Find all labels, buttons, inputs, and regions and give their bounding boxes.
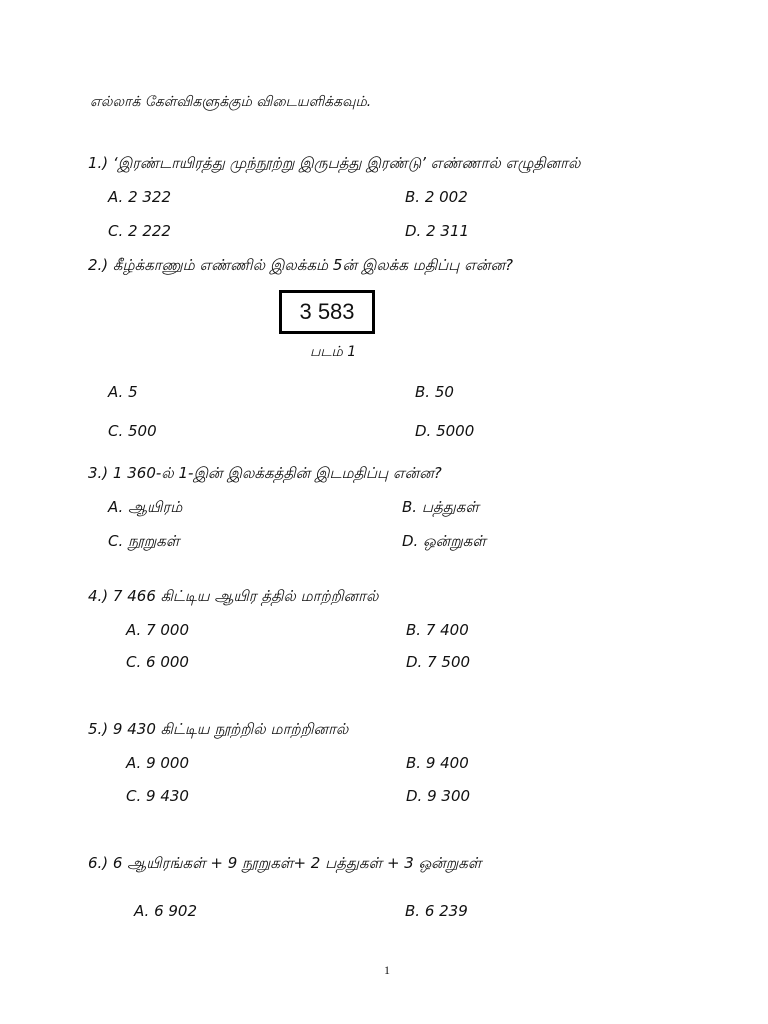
question-3-option-c[interactable]: C. நூறுகள்	[108, 532, 180, 550]
question-6-text: 6.) 6 ஆயிரங்கள் + 9 நூறுகள்+ 2 பத்துகள் + 3 ஒன்றுகள்	[88, 854, 482, 872]
question-5-option-a[interactable]: A. 9 000	[126, 754, 190, 772]
question-3-option-b[interactable]: B. பத்துகள்	[402, 498, 479, 516]
question-6-option-b[interactable]: B. 6 239	[405, 902, 468, 920]
question-4-option-c[interactable]: C. 6 000	[126, 653, 189, 671]
page-number: 1	[384, 963, 390, 977]
question-5-option-c[interactable]: C. 9 430	[126, 787, 189, 805]
figure-1-caption: படம் 1	[310, 344, 357, 360]
question-2-text: 2.) கீழ்க்காணும் எண்ணில் இலக்கம் 5ன் இலக்க மதிப்பு என்ன?	[88, 256, 513, 274]
question-4-text: 4.) 7 466 கிட்டிய ஆயிர த்தில் மாற்றினால்	[88, 587, 379, 605]
question-5-text: 5.) 9 430 கிட்டிய நூற்றில் மாற்றினால்	[88, 720, 349, 738]
question-1-option-b[interactable]: B. 2 002	[405, 188, 468, 206]
question-3-option-d[interactable]: D. ஒன்றுகள்	[402, 532, 486, 550]
question-3-option-a[interactable]: A. ஆயிரம்	[108, 498, 183, 516]
question-4-option-a[interactable]: A. 7 000	[126, 621, 190, 639]
figure-1-number-box: 3 583	[279, 290, 375, 334]
question-1-text: 1.) ‘இரண்டாயிரத்து முந்நூற்று இருபத்து இரண்டு’ எண்ணால் எழுதினால்	[88, 154, 581, 172]
question-1-option-d[interactable]: D. 2 311	[405, 222, 470, 240]
question-5-option-d[interactable]: D. 9 300	[406, 787, 471, 805]
question-2-option-a[interactable]: A. 5	[108, 383, 138, 401]
question-5-option-b[interactable]: B. 9 400	[406, 754, 469, 772]
question-2-option-d[interactable]: D. 5000	[415, 422, 475, 440]
instruction-text: எல்லாக் கேள்விகளுக்கும் விடையளிக்கவும்.	[90, 94, 372, 110]
question-2-option-c[interactable]: C. 500	[108, 422, 157, 440]
question-4-option-b[interactable]: B. 7 400	[406, 621, 469, 639]
question-1-option-a[interactable]: A. 2 322	[108, 188, 172, 206]
question-4-option-d[interactable]: D. 7 500	[406, 653, 471, 671]
question-6-option-a[interactable]: A. 6 902	[134, 902, 198, 920]
question-3-text: 3.) 1 360-ல் 1-இன் இலக்கத்தின் இடமதிப்பு என்ன?	[88, 464, 442, 482]
question-2-option-b[interactable]: B. 50	[415, 383, 454, 401]
question-1-option-c[interactable]: C. 2 222	[108, 222, 171, 240]
